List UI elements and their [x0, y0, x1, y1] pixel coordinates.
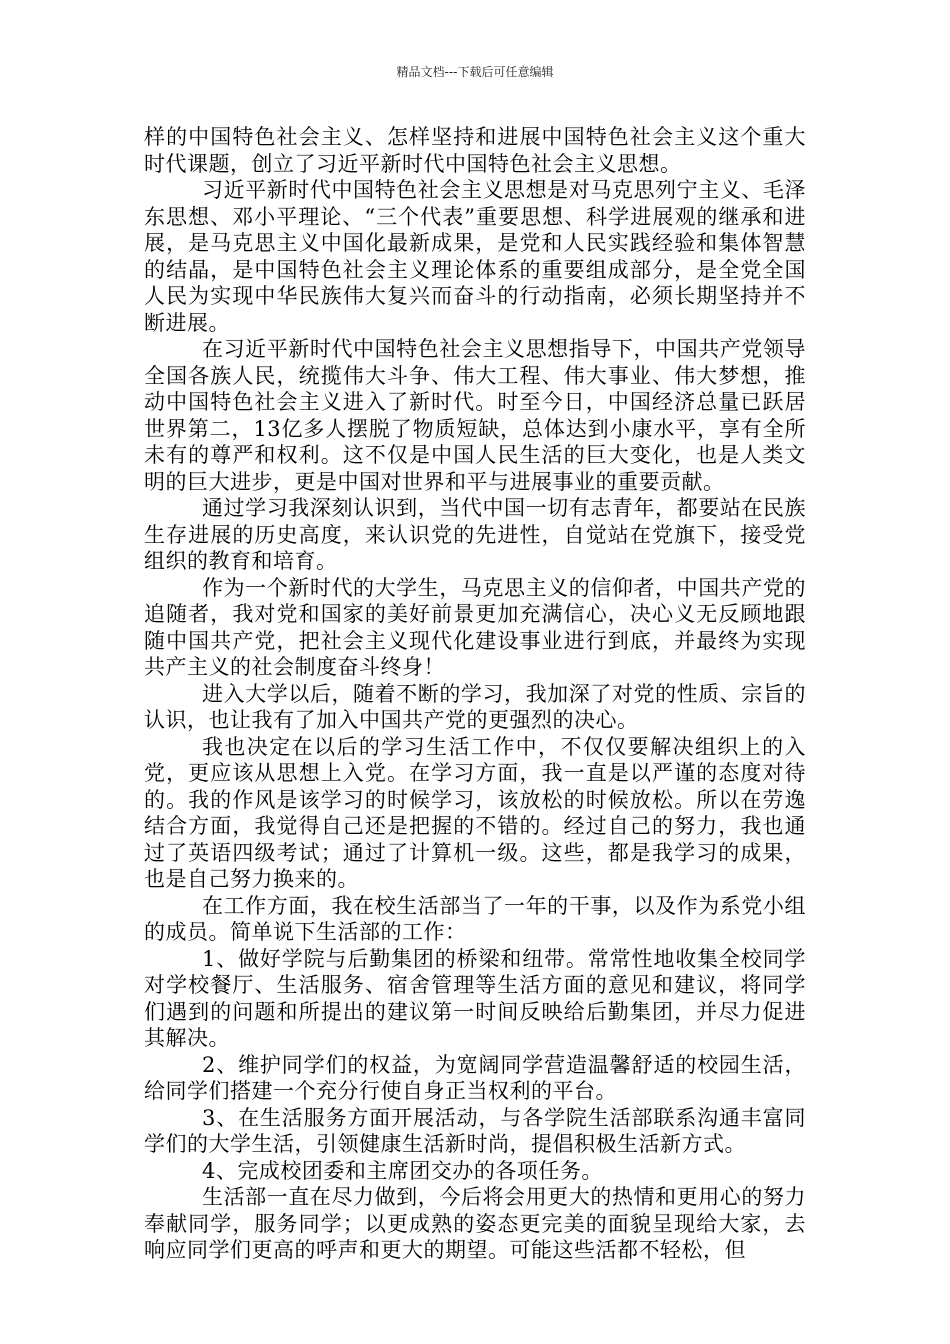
- document-body: [144, 124, 806, 1264]
- list-item: 3、在生活服务方面开展活动，与各学院生活部联系沟通丰富同学们的大学生活，引领健康生活新时尚，提倡积极生活新方式。: [144, 1105, 806, 1156]
- list-item: 2、维护同学们的权益，为宽阔同学营造温馨舒适的校园生活，给同学们搭建一个充分行使自身正当权利的平台。: [144, 1052, 806, 1103]
- paragraph: 生活部一直在尽力做到，今后将会用更大的热情和更用心的努力奉献同学，服务同学；以更成熟的姿态更完美的面貌呈现给大家，去响应同学们更高的呼声和更大的期望。可能这些活都不轻松，但: [144, 1185, 806, 1262]
- page-header: 精品文档---下载后可任意编辑: [396, 65, 554, 79]
- paragraph: 作为一个新时代的大学生，马克思主义的信仰者，中国共产党的追随者，我对党和国家的美好前景更加充满信心，决心义无反顾地跟随中国共产党，把社会主义现代化建设事业进行到底，并最终为实现共产主义的社会制度奋斗终身！: [144, 575, 806, 679]
- paragraph: 我也决定在以后的学习生活工作中，不仅仅要解决组织上的入党，更应该从思想上入党。在学习方面，我一直是以严谨的态度对待的。我的作风是该学习的时候学习，该放松的时候放松。所以在劳逸结合方面，我觉得自己还是把握的不错的。经过自己的努力，我也通过了英语四级考试；通过了计算机一级。这些，都是我学习的成果，也是自己努力换来的。: [144, 734, 806, 891]
- list-item: 1、做好学院与后勤集团的桥梁和纽带。常常性地收集全校同学对学校餐厅、生活服务、宿舍管理等生活方面的意见和建议，将同学们遇到的问题和所提出的建议第一时间反映给后勤集团，并尽力促进其解决。: [144, 946, 806, 1050]
- list-item: 4、完成校团委和主席团交办的各项任务。: [202, 1158, 603, 1183]
- paragraph: 在工作方面，我在校生活部当了一年的干事，以及作为系党小组的成员。简单说下生活部的工作：: [144, 893, 806, 944]
- paragraph: 样的中国特色社会主义、怎样坚持和进展中国特色社会主义这个重大时代课题，创立了习近平新时代中国特色社会主义思想。: [144, 125, 806, 176]
- paragraph: 在习近平新时代中国特色社会主义思想指导下，中国共产党领导全国各族人民，统揽伟大斗争、伟大工程、伟大事业、伟大梦想，推动中国特色社会主义进入了新时代。时至今日，中国经济总量已跃居世界第二，13亿多人摆脱了物质短缺，总体达到小康水平，享有全所未有的尊严和权利。这不仅是中国人民生活的巨大变化，也是人类文明的巨大进步，更是中国对世界和平与进展事业的重要贡献。: [144, 337, 806, 494]
- paragraph: 习近平新时代中国特色社会主义思想是对马克思列宁主义、毛泽东思想、邓小平理论、“三个代表”重要思想、科学进展观的继承和进展，是马克思主义中国化最新成果，是党和人民实践经验和集体智慧的结晶，是中国特色社会主义理论体系的重要组成部分，是全党全国人民为实现中华民族伟大复兴而奋斗的行动指南，必须长期坚持并不断进展。: [144, 178, 806, 335]
- paragraph: 通过学习我深刻认识到，当代中国一切有志青年，都要站在民族生存进展的历史高度，来认识党的先进性，自觉站在党旗下，接受党组织的教育和培育。: [144, 496, 806, 573]
- paragraph: 进入大学以后，随着不断的学习，我加深了对党的性质、宗旨的认识，也让我有了加入中国共产党的更强烈的决心。: [144, 681, 806, 732]
